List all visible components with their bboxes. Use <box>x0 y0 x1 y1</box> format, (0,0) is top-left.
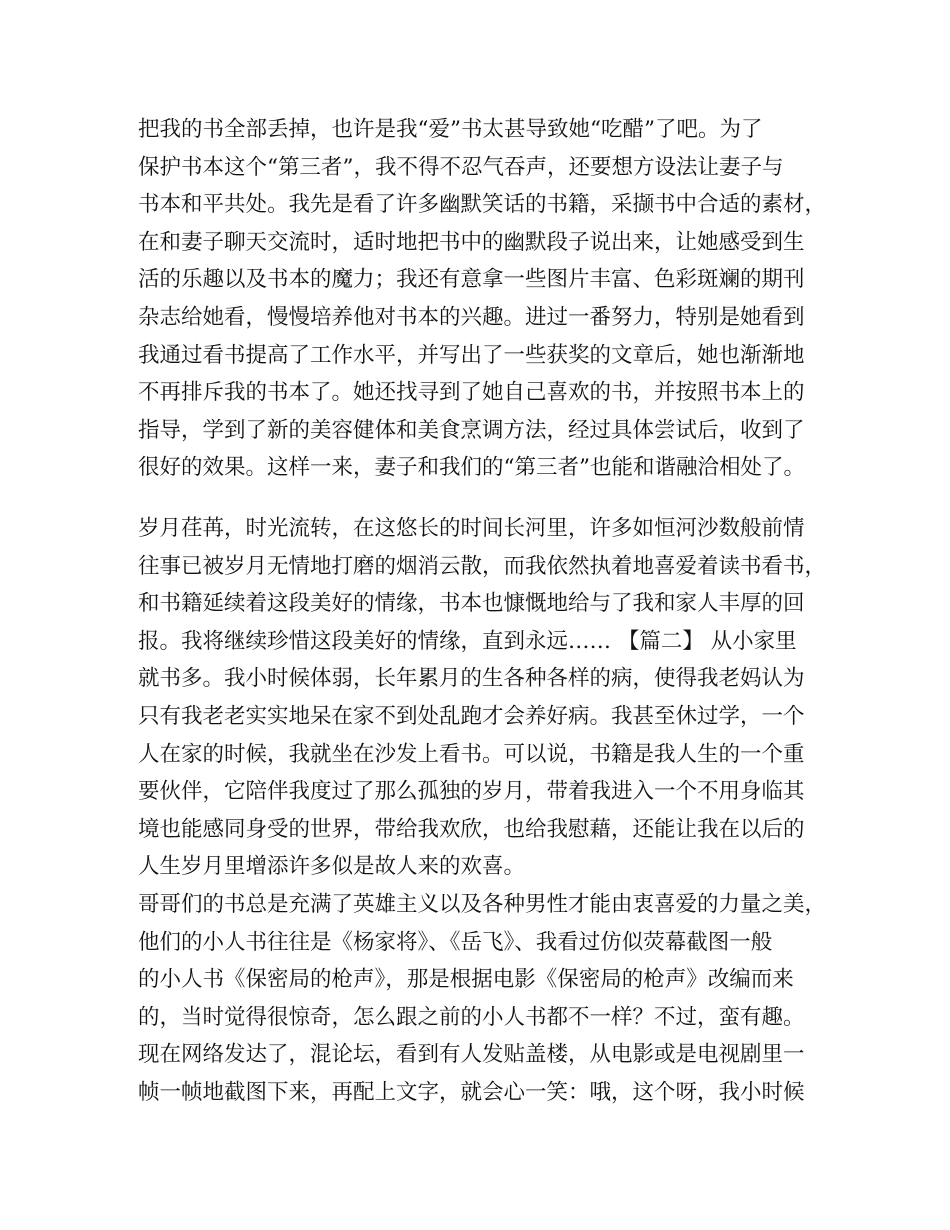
text-line: 人在家的时候，我就坐在沙发上看书。可以说，书籍是我人生的一个重 <box>138 741 805 767</box>
text-line: 和书籍延续着这段美好的情缘，书本也慷慨地给与了我和家人丰厚的回 <box>138 591 805 617</box>
text-line: 我通过看书提高了工作水平，并写出了一些获奖的文章后，她也渐渐地 <box>138 342 805 368</box>
text-line: 现在网络发达了，混论坛，看到有人发贴盖楼，从电影或是电视剧里一 <box>138 1042 805 1068</box>
text-line: 帧一帧地截图下来，再配上文字，就会心一笑：哦，这个呀，我小时候 <box>138 1079 805 1105</box>
text-line: 的，当时觉得很惊奇，怎么跟之前的小人书都不一样？不过，蛮有趣。 <box>138 1004 805 1030</box>
text-line: 境也能感同身受的世界，带给我欢欣，也给我慰藉，还能让我在以后的 <box>138 816 805 842</box>
text-line: 活的乐趣以及书本的魔力；我还有意拿一些图片丰富、色彩斑斓的期刊 <box>138 267 805 293</box>
text-line: 不再排斥我的书本了。她还找寻到了她自己喜欢的书，并按照书本上的 <box>138 380 805 406</box>
text-line: 就书多。我小时候体弱，长年累月的生各种各样的病，使得我老妈认为 <box>138 666 805 692</box>
paragraph-1 <box>138 111 828 487</box>
text-line: 把我的书全部丢掉，也许是我“爱”书太甚导致她“吃醋”了吧。为了 <box>138 117 763 142</box>
text-line: 往事已被岁月无情地打磨的烟消云散，而我依然执着地喜爱着读书看书， <box>138 553 827 579</box>
text-line: 书本和平共处。我先是看了许多幽默笑话的书籍，采撷书中合适的素材， <box>138 192 827 218</box>
paragraph-2 <box>138 510 828 1112</box>
text-line: 岁月荏苒，时光流转，在这悠长的时间长河里，许多如恒河沙数般前情 <box>138 516 805 541</box>
text-line: 他们的小人书往往是《杨家将》、《岳飞》、我看过仿似荧幕截图一般 <box>138 929 773 955</box>
text-line: 保护书本这个“第三者”，我不得不忍气吞声，还要想方设法让妻子与 <box>138 154 784 180</box>
text-line: 人生岁月里增添许多似是故人来的欢喜。 <box>138 854 526 880</box>
text-line: 只有我老老实实地呆在家不到处乱跑才会养好病。我甚至休过学，一个 <box>138 703 805 729</box>
text-line: 要伙伴，它陪伴我度过了那么孤独的岁月，带着我进入一个不用身临其 <box>138 779 805 805</box>
text-line: 杂志给她看，慢慢培养他对书本的兴趣。进过一番努力，特别是她看到 <box>138 304 805 330</box>
text-line: 报。我将继续珍惜这段美好的情缘，直到永远…… 【篇二】 从小家里 <box>138 628 797 654</box>
text-line: 哥哥们的书总是充满了英雄主义以及各种男性才能由衷喜爱的力量之美， <box>138 891 827 917</box>
text-line: 指导，学到了新的美容健体和美食烹调方法，经过具体尝试后，收到了 <box>138 417 805 443</box>
text-line: 的小人书《保密局的枪声》，那是根据电影《保密局的枪声》改编而来 <box>138 967 794 993</box>
text-line: 在和妻子聊天交流时，适时地把书中的幽默段子说出来，让她感受到生 <box>138 229 805 255</box>
text-line: 很好的效果。这样一来，妻子和我们的“第三者”也能和谐融洽相处了。 <box>138 455 805 481</box>
